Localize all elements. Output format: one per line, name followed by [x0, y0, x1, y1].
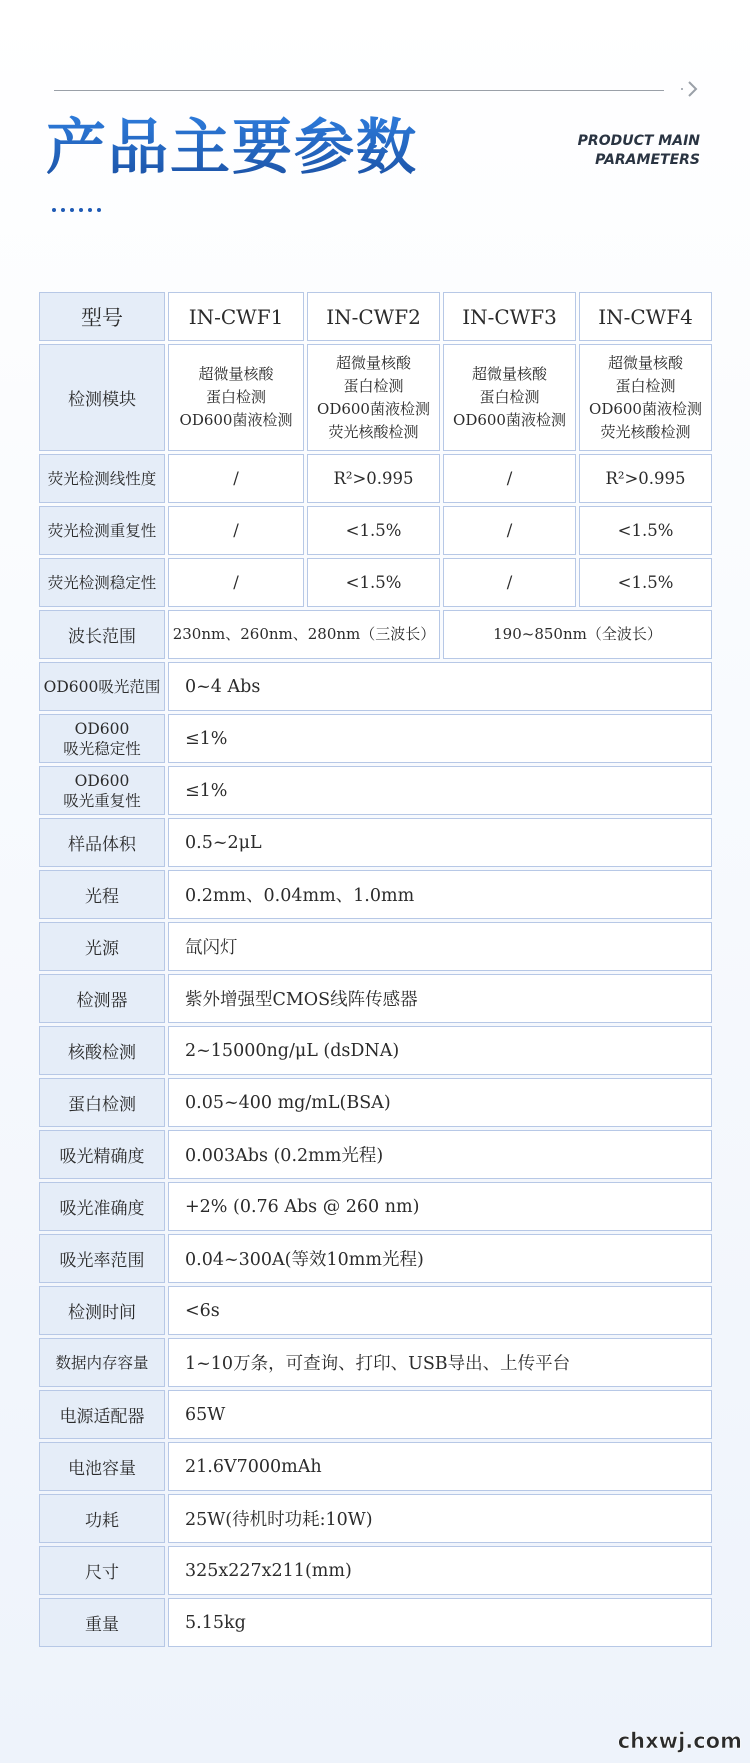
table-row: [39, 1130, 712, 1179]
row-label: 核酸检测: [39, 1026, 165, 1075]
header-divider: [54, 90, 664, 91]
value-cell: 0.04~300A(等效10mm光程): [168, 1234, 712, 1283]
value-cell: /: [168, 506, 304, 555]
wavelength-full: 190~850nm（全波长）: [443, 610, 712, 659]
row-label: 吸光率范围: [39, 1234, 165, 1283]
table-row: [39, 1442, 712, 1491]
row-label: 荧光检测稳定性: [39, 558, 165, 607]
table-row: [39, 1390, 712, 1439]
decorative-dots: [52, 208, 101, 212]
row-label: OD600 吸光稳定性: [39, 714, 165, 763]
table-row: [39, 870, 712, 919]
row-label: 电池容量: [39, 1442, 165, 1491]
row-label-modules: 检测模块: [39, 344, 165, 451]
value-cell: /: [168, 558, 304, 607]
value-cell: 325x227x211(mm): [168, 1546, 712, 1595]
table-row-model: [39, 292, 712, 341]
row-label: 光程: [39, 870, 165, 919]
model-cell: IN-CWF1: [168, 292, 304, 341]
row-label: 功耗: [39, 1494, 165, 1543]
row-label: 荧光检测线性度: [39, 454, 165, 503]
spec-table: [36, 289, 715, 1650]
subtitle-line-2: PARAMETERS: [595, 152, 700, 168]
page-title: 产品主要参数: [46, 108, 418, 188]
table-row: [39, 1234, 712, 1283]
row-label: 尺寸: [39, 1546, 165, 1595]
value-cell: 0.05~400 mg/mL(BSA): [168, 1078, 712, 1127]
value-cell: R²>0.995: [307, 454, 440, 503]
value-cell: /: [443, 558, 576, 607]
value-cell: 0.003Abs (0.2mm光程): [168, 1130, 712, 1179]
row-label-wavelength: 波长范围: [39, 610, 165, 659]
model-cell: IN-CWF4: [579, 292, 712, 341]
row-label: 数据内存容量: [39, 1338, 165, 1387]
value-cell: 2~15000ng/μL (dsDNA): [168, 1026, 712, 1075]
table-row: [39, 1338, 712, 1387]
value-cell: ≤1%: [168, 766, 712, 815]
watermark: chxwj.com: [617, 1729, 742, 1753]
value-cell: <1.5%: [579, 506, 712, 555]
row-label: 吸光准确度: [39, 1182, 165, 1231]
table-row: [39, 818, 712, 867]
table-row-modules: [39, 344, 712, 451]
table-row: [39, 1286, 712, 1335]
value-cell: 紫外增强型CMOS线阵传感器: [168, 974, 712, 1023]
table-row: [39, 1182, 712, 1231]
subtitle-line-1: PRODUCT MAIN: [577, 133, 700, 149]
row-label: 吸光精确度: [39, 1130, 165, 1179]
value-cell: /: [168, 454, 304, 503]
row-label: OD600 吸光重复性: [39, 766, 165, 815]
table-row: [39, 558, 712, 607]
table-row: [39, 714, 712, 763]
module-cell: 超微量核酸 蛋白检测 OD600菌液检测 荧光核酸检测: [579, 344, 712, 451]
table-row: [39, 922, 712, 971]
value-cell: 5.15kg: [168, 1598, 712, 1647]
value-cell: <1.5%: [579, 558, 712, 607]
row-label: 荧光检测重复性: [39, 506, 165, 555]
value-cell: 65W: [168, 1390, 712, 1439]
value-cell: 1~10万条，可查询、打印、USB导出、上传平台: [168, 1338, 712, 1387]
table-row: [39, 1598, 712, 1647]
table-row-wavelength: [39, 610, 712, 659]
value-cell: +2% (0.76 Abs @ 260 nm): [168, 1182, 712, 1231]
value-cell: <1.5%: [307, 558, 440, 607]
row-label: 重量: [39, 1598, 165, 1647]
row-label: 蛋白检测: [39, 1078, 165, 1127]
table-row: [39, 1026, 712, 1075]
table-row: [39, 766, 712, 815]
table-row: [39, 506, 712, 555]
row-label: 检测时间: [39, 1286, 165, 1335]
value-cell: 0~4 Abs: [168, 662, 712, 711]
table-row: [39, 662, 712, 711]
table-row: [39, 1546, 712, 1595]
value-cell: <1.5%: [307, 506, 440, 555]
table-row: [39, 974, 712, 1023]
value-cell: /: [443, 454, 576, 503]
page-subtitle: [578, 132, 700, 170]
module-cell: 超微量核酸 蛋白检测 OD600菌液检测: [443, 344, 576, 451]
value-cell: 0.5~2μL: [168, 818, 712, 867]
row-label: OD600吸光范围: [39, 662, 165, 711]
value-cell: 氙闪灯: [168, 922, 712, 971]
row-label-model: 型号: [39, 292, 165, 341]
value-cell: /: [443, 506, 576, 555]
module-cell: 超微量核酸 蛋白检测 OD600菌液检测: [168, 344, 304, 451]
table-row: [39, 1494, 712, 1543]
row-label: 样品体积: [39, 818, 165, 867]
row-label: 光源: [39, 922, 165, 971]
wavelength-three: 230nm、260nm、280nm（三波长）: [168, 610, 440, 659]
value-cell: ≤1%: [168, 714, 712, 763]
model-cell: IN-CWF3: [443, 292, 576, 341]
value-cell: 25W(待机时功耗:10W): [168, 1494, 712, 1543]
module-cell: 超微量核酸 蛋白检测 OD600菌液检测 荧光核酸检测: [307, 344, 440, 451]
row-label: 检测器: [39, 974, 165, 1023]
model-cell: IN-CWF2: [307, 292, 440, 341]
value-cell: 21.6V7000mAh: [168, 1442, 712, 1491]
value-cell: <6s: [168, 1286, 712, 1335]
table-row: [39, 454, 712, 503]
table-row: [39, 1078, 712, 1127]
row-label: 电源适配器: [39, 1390, 165, 1439]
value-cell: R²>0.995: [579, 454, 712, 503]
value-cell: 0.2mm、0.04mm、1.0mm: [168, 870, 712, 919]
chevron-right-icon: [680, 78, 702, 100]
